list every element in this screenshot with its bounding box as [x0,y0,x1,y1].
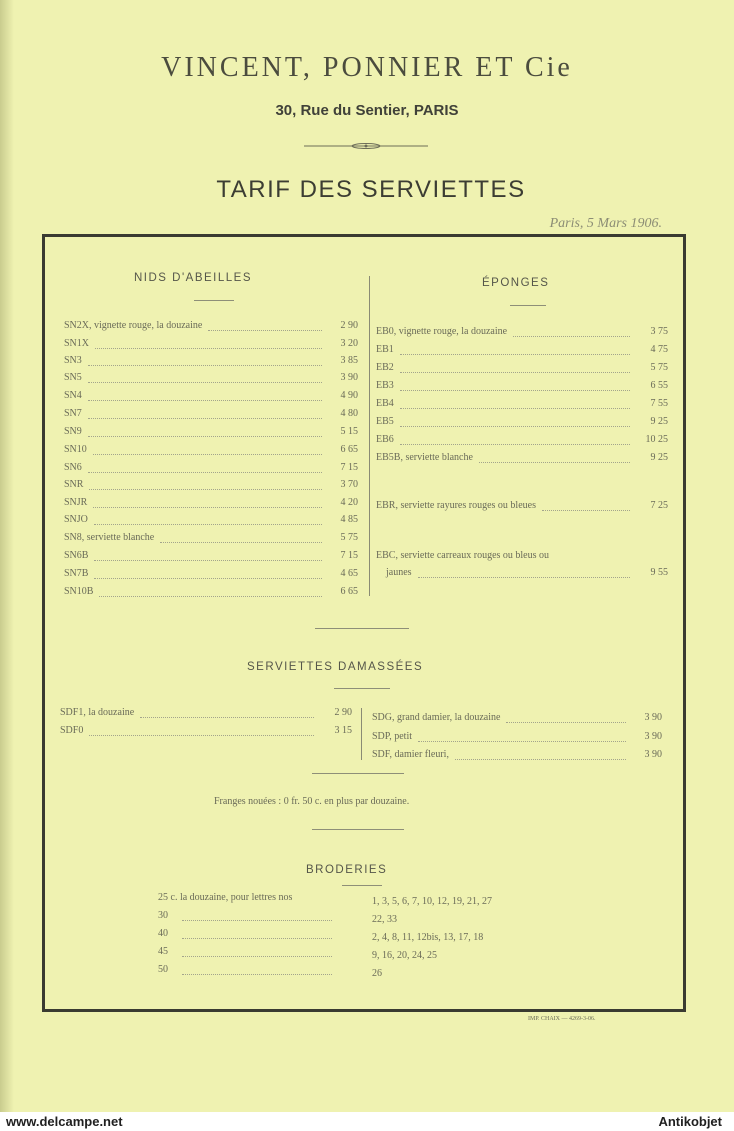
damassee-code: SDF, damier fleuri, [372,749,449,760]
section-rule [342,885,382,886]
eponges-code: jaunes [386,567,412,578]
nids-code: SN10B [64,586,94,597]
nids-code: SNJO [64,514,88,525]
section-damassees-heading: SERVIETTES DAMASSÉES [247,661,424,673]
nids-price: 3 85 [340,355,358,366]
leader-dots [418,577,630,578]
ornament-divider [304,142,428,150]
broderie-letters: 2, 4, 8, 11, 12bis, 13, 17, 18 [372,932,484,943]
leader-dots [400,372,630,373]
section-eponges-heading: ÉPONGES [482,277,550,289]
document-title: TARIF DES SERVIETTES [216,176,526,203]
watermark-bar [0,1112,734,1131]
eponges-price: 9 25 [650,416,668,427]
column-divider [361,708,362,760]
eponges-code: EBR, serviette rayures rouges ou bleues [376,500,536,511]
eponges-code: EB3 [376,380,394,391]
leader-dots [182,974,332,975]
price-table-frame [42,234,686,1012]
section-rule [312,829,404,830]
nids-code: SN7B [64,568,89,579]
damassee-code: SDG, grand damier, la douzaine [372,712,501,723]
section-rule [334,688,390,689]
damassee-price: 3 15 [334,725,352,736]
leader-dots [400,354,630,355]
leader-dots [479,462,630,463]
damassee-price: 2 90 [334,707,352,718]
leader-dots [94,524,322,525]
leader-dots [88,436,322,437]
eponges-price: 3 75 [650,326,668,337]
nids-price: 4 20 [340,497,358,508]
leader-dots [93,454,322,455]
leader-dots [88,400,322,401]
nids-price: 4 90 [340,390,358,401]
printer-mark: IMP. CHAIX — 4269-3-06. [528,1016,596,1022]
nids-price: 6 65 [340,586,358,597]
eponges-code: EB6 [376,434,394,445]
nids-price: 3 90 [340,372,358,383]
leader-dots [160,542,322,543]
broderie-price: 40 [158,928,168,939]
section-rule [315,628,409,629]
leader-dots [94,560,322,561]
leader-dots [418,741,626,742]
leader-dots [182,920,332,921]
leader-dots [140,717,314,718]
nids-price: 5 75 [340,532,358,543]
broderie-price: 50 [158,964,168,975]
damassee-price: 3 90 [644,731,662,742]
leader-dots [400,408,630,409]
eponges-price: 10 25 [645,434,668,445]
leader-dots [88,418,322,419]
damassee-price: 3 90 [644,749,662,760]
damassee-code: SDF1, la douzaine [60,707,135,718]
leader-dots [88,365,322,366]
source-site-label: www.delcampe.net [6,1114,123,1129]
leader-dots [99,596,322,597]
nids-price: 7 15 [340,462,358,473]
fringe-note: Franges nouées : 0 fr. 50 c. en plus par douzaine. [214,796,410,807]
leader-dots [455,759,626,760]
company-name: VINCENT, PONNIER ET Cie [161,52,573,83]
nids-price: 2 90 [340,320,358,331]
damassee-price: 3 90 [644,712,662,723]
eponges-price: 6 55 [650,380,668,391]
eponges-code: EB4 [376,398,394,409]
nids-code: SNJR [64,497,88,508]
leader-dots [93,507,322,508]
nids-price: 6 65 [340,444,358,455]
leader-dots [89,735,314,736]
leader-dots [88,382,322,383]
leader-dots [542,510,630,511]
eponges-price: 5 75 [650,362,668,373]
leader-dots [182,938,332,939]
nids-price: 4 85 [340,514,358,525]
eponges-price: 9 55 [650,567,668,578]
eponges-price: 7 55 [650,398,668,409]
nids-code: SN9 [64,426,82,437]
eponges-code: EB1 [376,344,394,355]
nids-code: SN6 [64,462,82,473]
nids-code: SN2X, vignette rouge, la douzaine [64,320,203,331]
nids-price: 4 65 [340,568,358,579]
leader-dots [506,722,626,723]
nids-code: SN7 [64,408,82,419]
eponges-code: EB5 [376,416,394,427]
leader-dots [513,336,630,337]
eponges-code: EB5B, serviette blanche [376,452,473,463]
leader-dots [182,956,332,957]
nids-price: 5 15 [340,426,358,437]
eponges-price: 4 75 [650,344,668,355]
leader-dots [95,348,322,349]
eponges-price: 7 25 [650,500,668,511]
nids-code: SNR [64,479,84,490]
eponges-price: 9 25 [650,452,668,463]
nids-code: SN3 [64,355,82,366]
leader-dots [94,578,322,579]
leader-dots [400,390,630,391]
section-broderies-heading: BRODERIES [306,864,388,876]
seller-label: Antikobjet [658,1114,722,1129]
nids-price: 7 15 [340,550,358,561]
nids-code: SN6B [64,550,89,561]
nids-code: SN5 [64,372,82,383]
damassee-code: SDP, petit [372,731,413,742]
broderie-letters: 9, 16, 20, 24, 25 [372,950,437,961]
damassee-code: SDF0 [60,725,84,736]
broderie-price: 25 c. la douzaine, pour lettres nos [158,892,293,903]
broderie-letters: 26 [372,968,382,979]
eponges-code: EB2 [376,362,394,373]
section-nids-heading: NIDS D'ABEILLES [134,272,253,284]
nids-price: 4 80 [340,408,358,419]
nids-price: 3 20 [340,338,358,349]
section-rule [194,300,234,301]
eponges-code: EBC, serviette carreaux rouges ou bleus ou [376,550,550,561]
section-rule [312,773,404,774]
broderie-letters: 22, 33 [372,914,397,925]
column-divider [369,276,370,596]
broderie-price: 30 [158,910,168,921]
leader-dots [208,330,322,331]
eponges-code: EB0, vignette rouge, la douzaine [376,326,508,337]
leader-dots [88,472,322,473]
broderie-price: 45 [158,946,168,957]
nids-code: SN10 [64,444,87,455]
nids-code: SN1X [64,338,90,349]
broderie-letters: 1, 3, 5, 6, 7, 10, 12, 19, 21, 27 [372,896,492,907]
nids-code: SN8, serviette blanche [64,532,155,543]
leader-dots [400,426,630,427]
section-rule [510,305,546,306]
page-edge-shadow [0,0,14,1112]
document-date: Paris, 5 Mars 1906. [549,216,662,231]
leader-dots [89,489,322,490]
leader-dots [400,444,630,445]
nids-price: 3 70 [340,479,358,490]
nids-code: SN4 [64,390,82,401]
company-address: 30, Rue du Sentier, PARIS [275,102,459,119]
